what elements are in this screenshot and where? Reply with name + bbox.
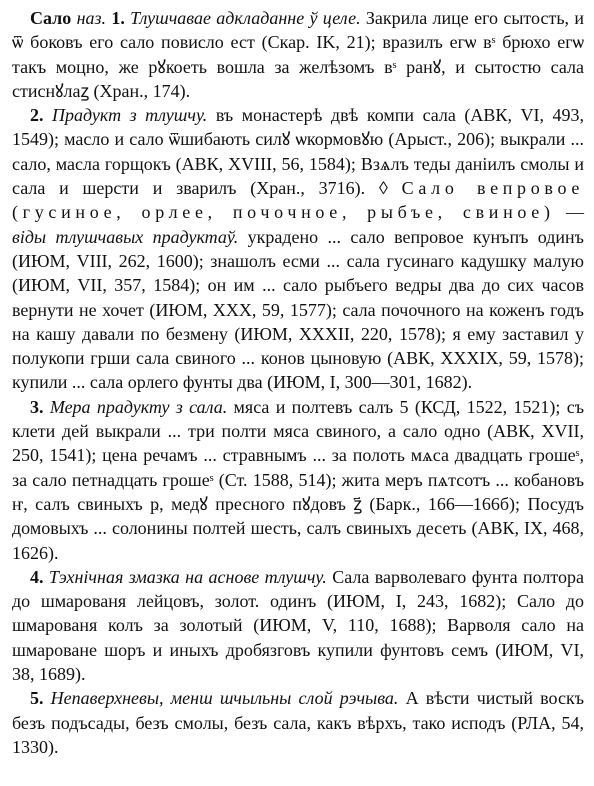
sense-citations: мяса и полтевъ салъ 5 (КСД, 1522, 1521); съ клети дей выкрали ... три полти мяса свиного, а сало одно (АВК, XVII, 250, 1541); цена речамъ ... стравнымъ ... за полоть мѧса двадцать грошеˢ, за сало петнадцать грошеˢ (Ст. 1588, 514); жита меръ пѧтсотъ ... кобановъ ҥ, салъ свиныхъ ҏ, медꙋ пресного пꙋдовъ ꙁ҃ (Барк., 166—166б); Посудъ домовыхъ ... солонины полтей шесть, салъ свиныхъ десеть (АВК, IX, 468, 1626). bbox=[12, 396, 585, 563]
entry-sense-1 bbox=[12, 6, 584, 103]
sense-definition: Непаверхневы, менш шчыльны слой рэчыва. bbox=[50, 688, 399, 709]
subsense-citations: украдено ... сало вепровое кунъпъ одинъ (ИЮМ, VIII, 262, 1600); знашолъ есми ... сала гусинаго кадушку малую (ИЮМ, VII, 357, 1584); он им ... сало рыбъего ведры два до сих часов вернути не хочет (ИЮМ, XXX, 59, 1577); сала почочного на коженъ годъ на кашу давали по безмену (ИЮМ, XXXII, 220, 1578); я ему заставил у полукопи грши сала свиного ... конов цыновую (АВК, XXXIX, 59, 1578); купили ... сала орлего фунты два (ИЮМ, I, 300—301, 1682). bbox=[12, 226, 584, 393]
sense-number: 2. bbox=[30, 105, 44, 126]
sense-citations: Закрила лице его сытость, и ѿ боковъ его сало повисло ест (Скар. IK, 21); вразилъ егѡ вˢ брюхо егѡ такъ моцно, же рꙋкоеть вошла за желѣзомъ вˢ ранꙋ, и сытостю сала стиснꙋлаꙁ (Хран., 174). bbox=[12, 8, 585, 101]
dash: — bbox=[566, 202, 585, 223]
sense-definition: Тэхнічная змазка на аснове тлушчу. bbox=[48, 566, 327, 587]
entry-sense-4 bbox=[12, 565, 584, 686]
sense-definition: Тлушчавае адкладанне ў целе. bbox=[130, 8, 361, 28]
sense-citations: А вѣсти чистый воскъ безъ подъсады, безъ смолы, безъ сала, какъ вѣрхъ, тако исподъ (РЛА, 54, 1330). bbox=[12, 688, 585, 757]
entry-sense-2 bbox=[12, 103, 584, 395]
sense-number: 3. bbox=[30, 396, 44, 417]
sense-definition: Мера прадукту з сала. bbox=[49, 396, 228, 417]
part-of-speech: наз. bbox=[76, 8, 107, 28]
sense-citations: Сала варволеваго фунта полтора до шмарованя лейцовъ, золот. одинъ (ИЮМ, I, 243, 1682); Сало до шмарованя колъ за золотый (ИЮМ, V, 110, 1688); Варволя сало на шмароване шоръ и иныхъ дробязговъ купили фунтовъ семъ (ИЮМ, VI, 38, 1689). bbox=[12, 566, 585, 685]
entry-sense-5 bbox=[12, 686, 584, 759]
sense-number: 5. bbox=[30, 688, 44, 709]
entry-sense-3 bbox=[12, 395, 584, 565]
diamond-marker: ◊ bbox=[378, 178, 388, 199]
spaced-phrase: Сало вепровое (гусиное, орлее, почочное, рыбъе, свиное) bbox=[12, 178, 585, 223]
subsense-definition: віды тлушчавых прадуктаў. bbox=[12, 226, 239, 247]
headword: Сало bbox=[30, 8, 72, 28]
sense-number: 1. bbox=[111, 8, 125, 28]
sense-number: 4. bbox=[30, 566, 44, 587]
sense-citations: въ монастерѣ двѣ компи сала (АВК, VI, 493, 1549); масло и сало ѿшибають силꙋ ѡкормовꙋю (Арыст., 206); выкрали ... сало, масла горщокъ (АВК, XVIII, 56, 1584); Взѧлъ теды данiилъ смолы и сала и шерсти и зварилъ (Хран., 3716). bbox=[12, 105, 585, 199]
sense-definition: Прадукт з тлушчу. bbox=[52, 105, 208, 126]
